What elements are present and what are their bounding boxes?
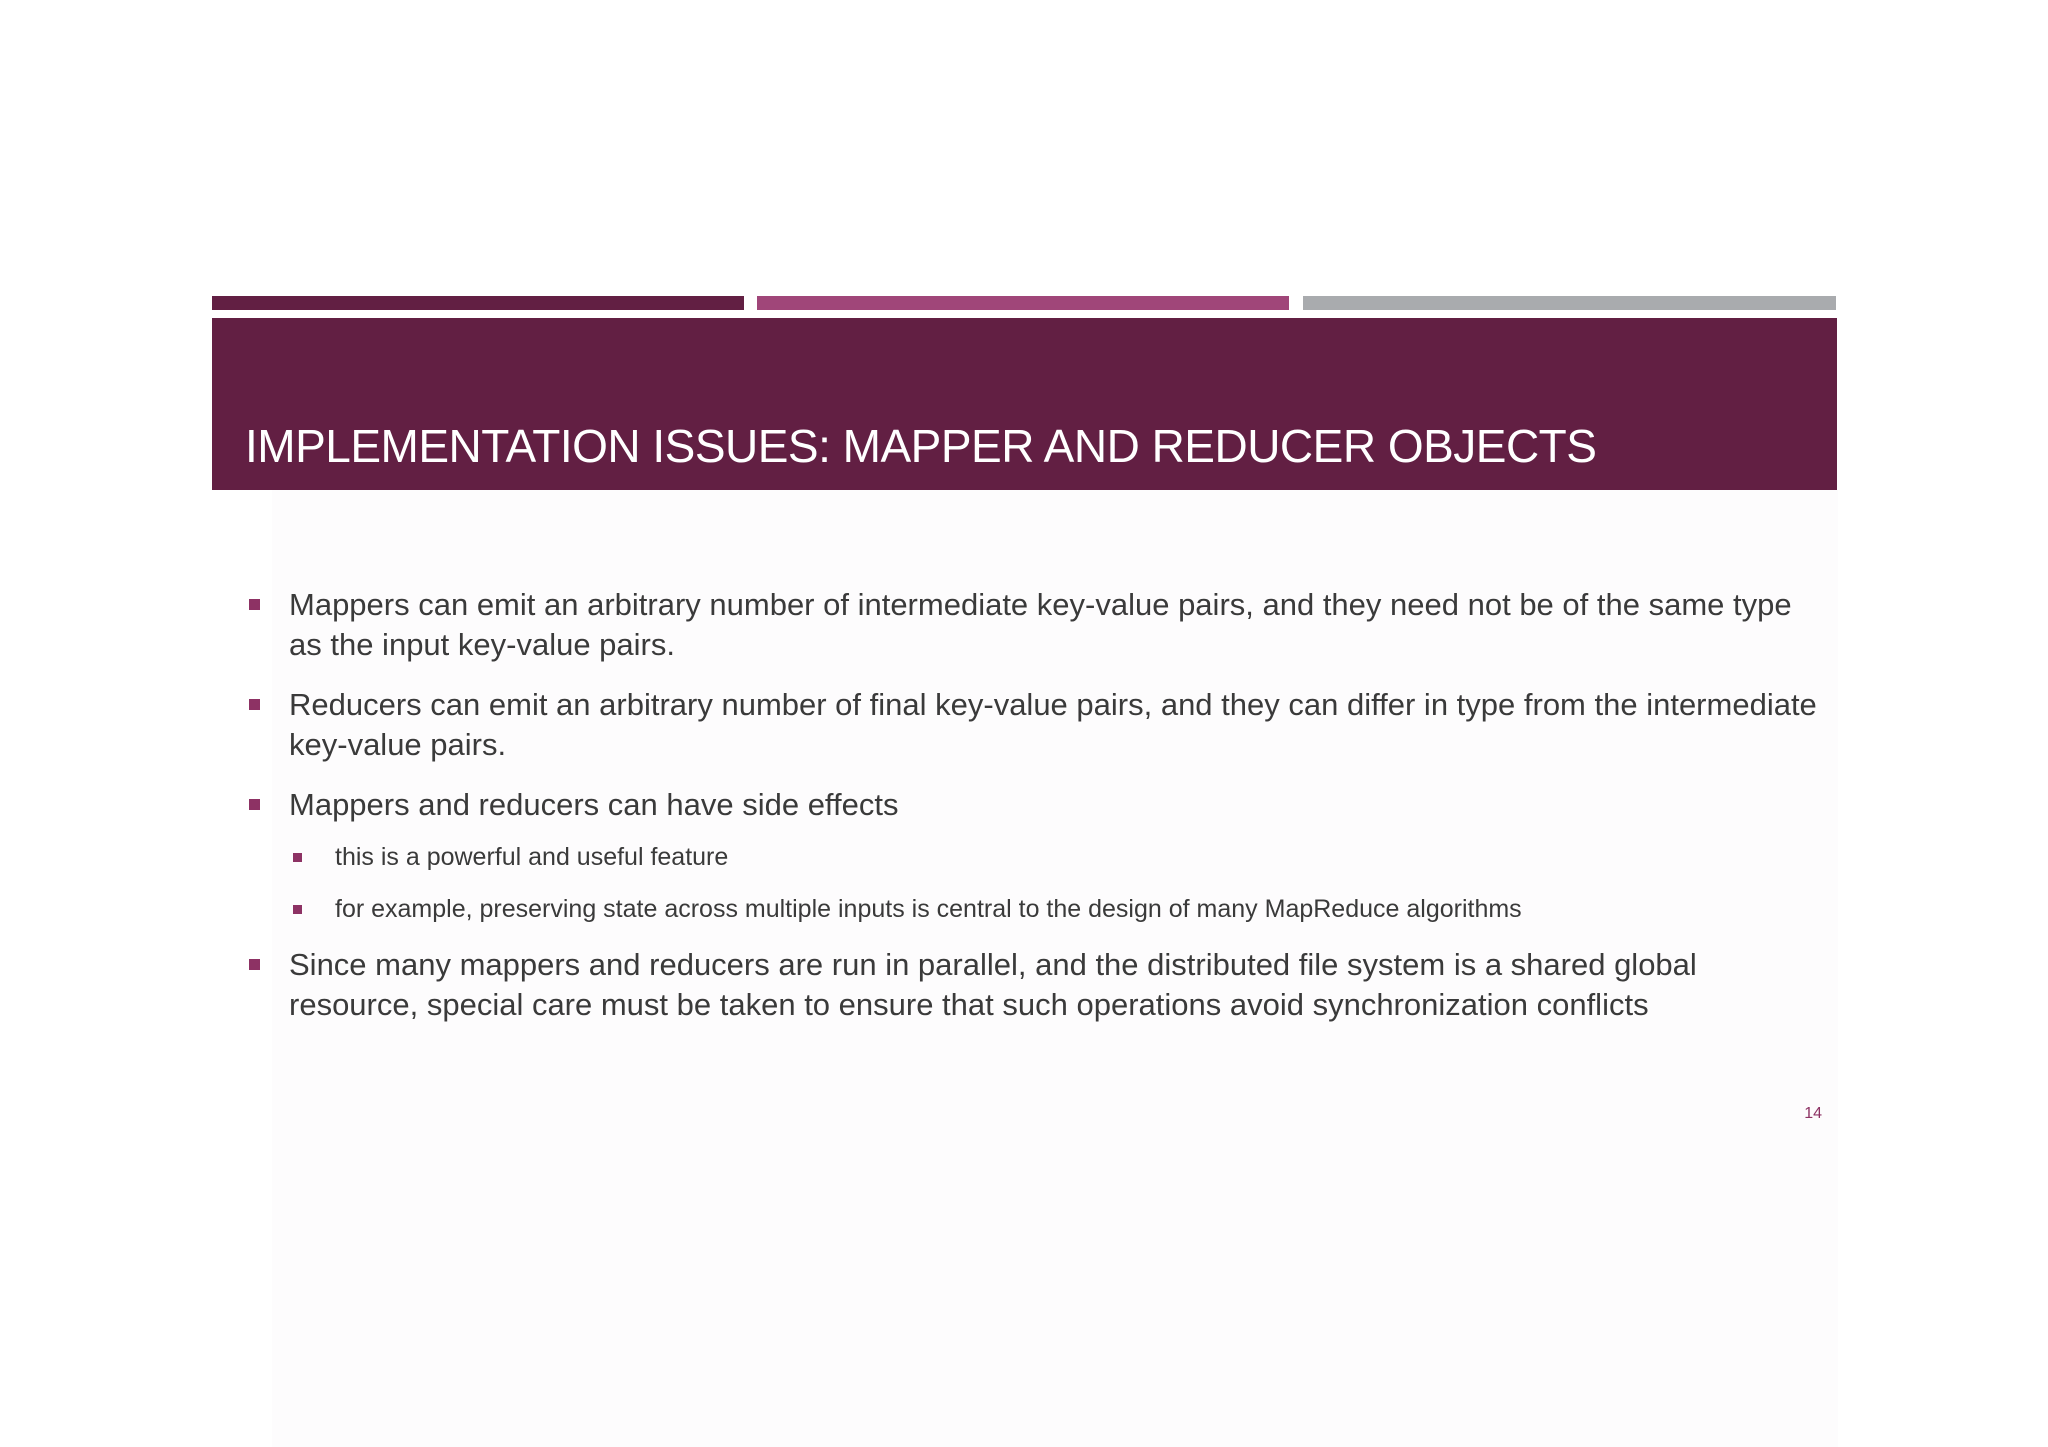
- square-bullet-icon: [249, 959, 260, 970]
- bullet-list: [247, 585, 1817, 1045]
- bullet-item: [247, 785, 1817, 925]
- accent-bar-gray: [1303, 296, 1836, 310]
- square-bullet-icon: [293, 853, 302, 862]
- slide-title: IMPLEMENTATION ISSUES: MAPPER AND REDUCER OBJECTS: [245, 419, 1597, 472]
- bullet-text: Mappers and reducers can have side effects: [289, 787, 899, 822]
- title-band: [212, 318, 1837, 490]
- sub-bullet-text: for example, preserving state across multiple inputs is central to the design of many MapReduce algorithms: [335, 895, 1522, 923]
- sub-bullet-item: [293, 893, 1817, 925]
- bullet-item: [247, 585, 1817, 665]
- square-bullet-icon: [249, 799, 260, 810]
- accent-bar-dark: [212, 296, 744, 310]
- square-bullet-icon: [249, 599, 260, 610]
- bullet-item: [247, 945, 1817, 1025]
- bullet-text: Reducers can emit an arbitrary number of final key-value pairs, and they can differ in type from the intermediate key-value pairs.: [289, 687, 1817, 762]
- accent-bar-pink: [757, 296, 1289, 310]
- square-bullet-icon: [249, 699, 260, 710]
- sub-bullet-item: [293, 841, 1817, 873]
- bullet-text: Mappers can emit an arbitrary number of intermediate key-value pairs, and they need not be of the same type as the input key-value pairs.: [289, 587, 1792, 662]
- bullet-item: [247, 685, 1817, 765]
- sub-bullet-text: this is a powerful and useful feature: [335, 843, 729, 871]
- square-bullet-icon: [293, 905, 302, 914]
- sub-bullet-list: [293, 841, 1817, 925]
- page-number: 14: [1804, 1105, 1822, 1122]
- bullet-text: Since many mappers and reducers are run in parallel, and the distributed file system is a shared global resource, special care must be taken to ensure that such operations avoid synchronization conflicts: [289, 947, 1697, 1022]
